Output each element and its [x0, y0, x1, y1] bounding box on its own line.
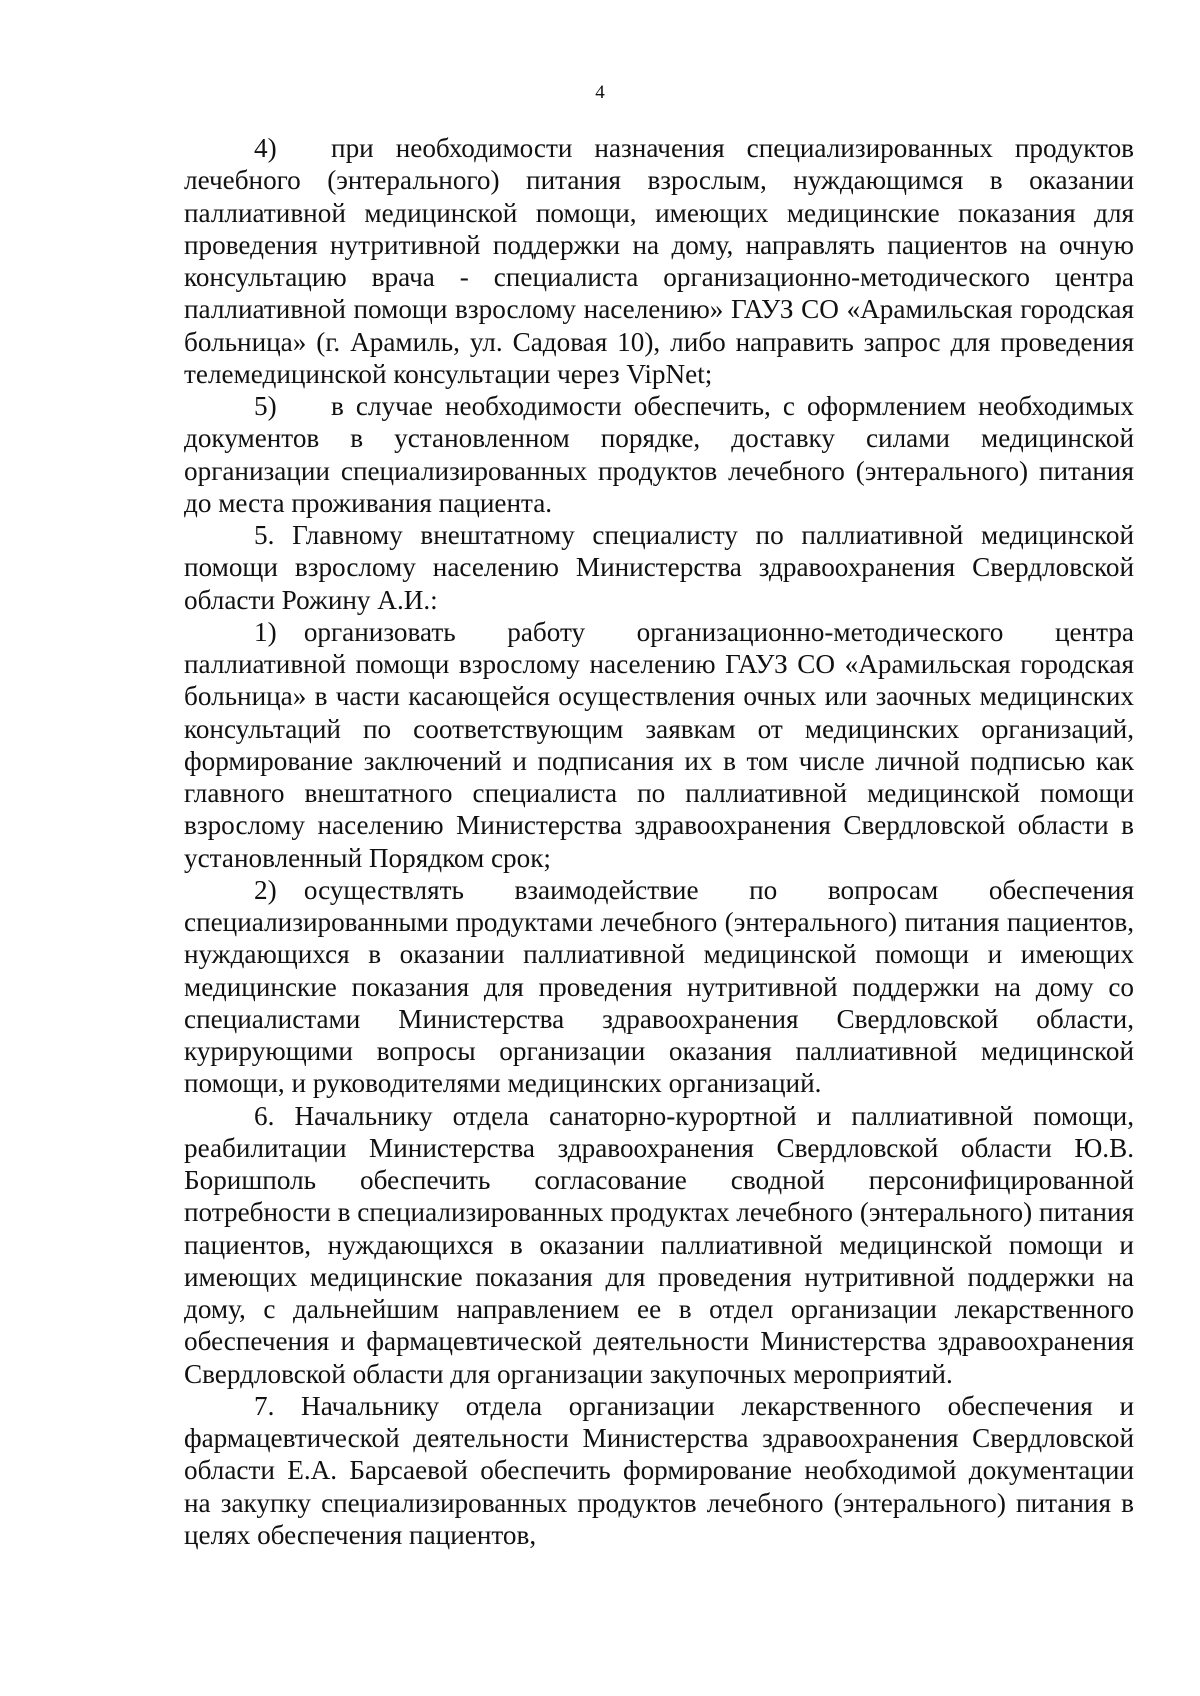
paragraph-section-6: 6. Начальнику отдела санаторно-курортной и паллиативной помощи, реабилитации Министерства здравоохранения Свердловской области Ю.В. Боришполь обеспечить согласование сводной персонифицированной потребности в специализированных продуктах лечебного (энтерального) питания пациентов, нуждающихся в оказании паллиативной медицинской помощи и имеющих медицинские показания для проведения нутритивной поддержки на дому, с дальнейшим направлением ее в отдел организации лекарственного обеспечения и фармацевтической деятельности Министерства здравоохранения Свердловской области для организации закупочных мероприятий.: [184, 1100, 1134, 1389]
document-body: [184, 132, 1134, 1551]
paragraph-section-7: 7. Начальнику отдела организации лекарственного обеспечения и фармацевтической деятельности Министерства здравоохранения Свердловской области Е.А. Барсаевой обеспечить формирование необходимой документации на закупку специализированных продуктов лечебного (энтерального) питания в целях обеспечения пациентов,: [184, 1390, 1134, 1550]
paragraph-item-4: 4) при необходимости назначения специализированных продуктов лечебного (энтерального) питания взрослым, нуждающимся в оказании паллиативной медицинской помощи, имеющих медицинские показания для проведения нутритивной поддержки на дому, направлять пациентов на очную консультацию врача - специалиста организационно-методического центра паллиативной помощи взрослому населению» ГАУЗ СО «Арамильская городская больница» (г. Арамиль, ул. Садовая 10), либо направить запрос для проведения телемедицинской консультации через VipNet;: [184, 133, 1134, 389]
paragraph-section-5-item-1: 1) организовать работу организационно-методического центра паллиативной помощи взрослому населению ГАУЗ СО «Арамильская городская больница» в части касающейся осуществления очных или заочных медицинских консультаций по соответствующим заявкам от медицинских организаций, формирование заключений и подписания их в том числе личной подписью как главного внештатного специалиста по паллиативной медицинской помощи взрослому населению Министерства здравоохранения Свердловской области в установленный Порядком срок;: [184, 616, 1134, 873]
paragraph-section-5-item-2: 2) осуществлять взаимодействие по вопросам обеспечения специализированными продуктами лечебного (энтерального) питания пациентов, нуждающихся в оказании паллиативной медицинской помощи и имеющих медицинские показания для проведения нутритивной поддержки на дому со специалистами Министерства здравоохранения Свердловской области, курирующими вопросы организации оказания паллиативной медицинской помощи, и руководителями медицинских организаций.: [184, 874, 1134, 1099]
paragraph-section-5: 5. Главному внештатному специалисту по паллиативной медицинской помощи взрослому населению Министерства здравоохранения Свердловской области Рожину А.И.:: [184, 520, 1134, 615]
paragraph-item-5: 5) в случае необходимости обеспечить, с оформлением необходимых документов в установленном порядке, доставку силами медицинской организации специализированных продуктов лечебного (энтерального) питания до места проживания пациента.: [184, 391, 1134, 518]
page-number: 4: [595, 82, 605, 103]
